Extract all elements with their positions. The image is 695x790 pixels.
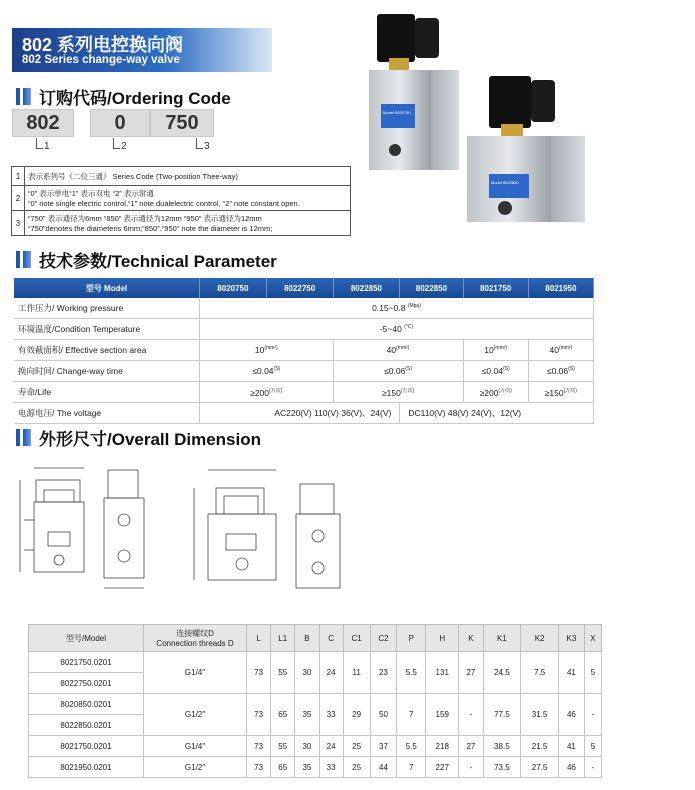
col-K1: K1 <box>483 625 521 652</box>
value-cell: 21.5 <box>521 736 559 757</box>
value: ≤0.04 <box>252 366 274 376</box>
tech-table <box>14 278 594 424</box>
unit: (mm²) <box>264 345 278 352</box>
value-cell: 7 <box>397 757 426 778</box>
value-cell: 65 <box>271 757 295 778</box>
value-cell: 25 <box>343 757 370 778</box>
tech-label: 寿命/Life <box>14 382 200 403</box>
unit: (mm²) <box>396 345 410 352</box>
code-num-2: 2 <box>121 141 127 152</box>
table-row <box>29 736 602 757</box>
ordering-row <box>12 167 351 186</box>
tech-row-temp <box>14 319 594 340</box>
dimension-table <box>28 624 602 778</box>
model-col: 8022850 <box>400 278 463 298</box>
col-X: X <box>584 625 601 652</box>
thread-cell: G1/2″ <box>144 694 247 736</box>
value-cell: - <box>459 694 483 736</box>
col-thread-cn: 连接螺纹D <box>176 629 214 638</box>
value-cell: 131 <box>426 652 459 694</box>
value-cell: 227 <box>426 757 459 778</box>
value-cell: 44 <box>370 757 397 778</box>
model-cell: 8021950.0201 <box>29 757 144 778</box>
tech-row-life <box>14 382 594 403</box>
col-K: K <box>459 625 483 652</box>
value-cell: 35 <box>295 757 319 778</box>
thread-cell: G1/4″ <box>144 736 247 757</box>
ordering-heading-text: 订购代码/Ordering Code <box>39 89 231 108</box>
value-cell: 159 <box>426 694 459 736</box>
value-cell: - <box>584 757 601 778</box>
value-cell: 5 <box>584 652 601 694</box>
unit: (S) <box>273 366 281 373</box>
ordering-desc: 表示系列号（二位三通） Series Code (Two-position Thee-way) <box>25 167 351 186</box>
voltage-dc: DC110(V) 48(V) 24(V)、12(V) <box>400 403 594 424</box>
value-cell: 73 <box>247 694 271 736</box>
value-cell: 27 <box>459 736 483 757</box>
value-cell: 218 <box>426 736 459 757</box>
value-cell: 11 <box>343 652 370 694</box>
value-cell: 41 <box>558 736 584 757</box>
drawing-b-side <box>296 484 340 588</box>
value-cell: 31.5 <box>521 694 559 736</box>
value-cell: 46 <box>558 694 584 736</box>
value-cell: 23 <box>370 652 397 694</box>
temp-value: -5~40 <box>379 324 402 334</box>
value-cell: 73 <box>247 757 271 778</box>
value: ≥150 <box>544 387 564 398</box>
model-col: 8021950 <box>528 278 593 298</box>
value: ≥150 <box>381 387 401 398</box>
code-pointer-2 <box>113 138 120 149</box>
title-en: 802 Series change-way valve <box>22 54 180 66</box>
ordering-desc-en: “750”denotes the diameteris 6mm;“850”.“950” note the diameter is 12mm; <box>28 224 273 233</box>
value-cell: 65 <box>271 694 295 736</box>
value-cell: 29 <box>343 694 370 736</box>
unit: (万次) <box>400 387 415 394</box>
value-cell: 33 <box>319 694 343 736</box>
unit: (S) <box>502 366 510 373</box>
value-cell: 33 <box>319 757 343 778</box>
row-number: 2 <box>12 186 25 211</box>
col-L: L <box>247 625 271 652</box>
tech-label: 电源电压/ The voltage <box>14 403 200 424</box>
voltage-ac: AC220(V) 110(V) 36(V)、24(V) <box>200 403 400 424</box>
model-col: 8020750 <box>200 278 267 298</box>
unit: (mm²) <box>493 345 508 352</box>
value: 10 <box>484 345 494 355</box>
col-C2: C2 <box>370 625 397 652</box>
tech-label: 工作压力/ Working pressure <box>14 298 200 319</box>
ordering-desc-en: “0” note single electric control,“1” note dualelectric control, “2” note constant open. <box>28 199 300 208</box>
tech-label: 换向时间/ Change-way time <box>14 361 200 382</box>
value-cell: 30 <box>295 652 319 694</box>
code-pointer-1 <box>36 138 43 149</box>
col-model: 型号/Model <box>29 625 144 652</box>
value-cell: 7 <box>397 694 426 736</box>
col-K2: K2 <box>521 625 559 652</box>
ordering-heading <box>16 84 231 109</box>
valve-a <box>369 14 459 170</box>
unit: (Mpa) <box>407 303 421 310</box>
value-cell: 24 <box>319 652 343 694</box>
dimension-heading-text: 外形尺寸/Overall Dimension <box>39 430 261 449</box>
model-cell: 8022850.0201 <box>29 715 144 736</box>
tech-row-area <box>14 340 594 361</box>
code-box-series: 802 <box>12 109 74 137</box>
value-cell: 37 <box>370 736 397 757</box>
drawing-a-front <box>20 468 84 572</box>
code-num-1: 1 <box>44 141 50 152</box>
model-cell: 8022750.0201 <box>29 673 144 694</box>
model-col: 8022850 <box>333 278 400 298</box>
svg-text:Model 8020750: Model 8020750 <box>383 110 411 115</box>
value-cell: 73 <box>247 736 271 757</box>
value: 10 <box>254 345 265 355</box>
value-cell: 24 <box>319 736 343 757</box>
value-cell: 73.5 <box>483 757 521 778</box>
value-cell: 38.5 <box>483 736 521 757</box>
col-B: B <box>295 625 319 652</box>
tech-heading-text: 技术参数/Technical Parameter <box>39 252 277 271</box>
model-cell: 8021750.0201 <box>29 652 144 673</box>
unit: (万次) <box>498 387 512 394</box>
tech-header-row <box>14 278 594 298</box>
title-banner <box>12 28 272 72</box>
value-cell: 24.5 <box>483 652 521 694</box>
unit: (℃) <box>404 324 414 331</box>
value: 40 <box>549 345 559 355</box>
tech-model-header: 型号 Model <box>14 278 200 298</box>
unit: (S) <box>405 366 412 373</box>
unit: (S) <box>568 366 575 373</box>
value-cell: - <box>584 694 601 736</box>
tech-row-voltage <box>14 403 594 424</box>
value: 40 <box>386 345 397 355</box>
table-row <box>29 757 602 778</box>
col-P: P <box>397 625 426 652</box>
table-row <box>29 652 602 673</box>
product-photo <box>355 8 655 240</box>
value-cell: 5.5 <box>397 736 426 757</box>
title-cn: 802 系列电控换向阀 <box>22 35 184 55</box>
value-cell: 5.5 <box>397 652 426 694</box>
col-C: C <box>319 625 343 652</box>
unit: (万次) <box>269 387 283 394</box>
value: ≥200 <box>479 387 499 398</box>
value: ≤0.04 <box>481 366 503 376</box>
drawing-a-side <box>104 470 144 588</box>
code-num-3: 3 <box>204 141 210 152</box>
value: ≤0.06 <box>384 366 406 376</box>
unit: (万次) <box>563 387 577 394</box>
value-cell: 50 <box>370 694 397 736</box>
ordering-table <box>11 166 351 236</box>
value-cell: 27 <box>459 652 483 694</box>
value-cell: 77.5 <box>483 694 521 736</box>
value: ≤0.06 <box>546 366 569 376</box>
value-cell: 7.5 <box>521 652 559 694</box>
value-cell: 55 <box>271 652 295 694</box>
model-cell: 8020850.0201 <box>29 694 144 715</box>
dimension-drawings <box>10 460 350 610</box>
svg-text:Model 8022850: Model 8022850 <box>491 180 519 185</box>
drawing-b-front <box>194 470 276 580</box>
ordering-row <box>12 211 351 236</box>
value-cell: 41 <box>558 652 584 694</box>
model-cell: 8021750.0201 <box>29 736 144 757</box>
model-col: 8021750 <box>463 278 528 298</box>
code-box-diameter: 750 <box>150 109 214 137</box>
value-cell: 55 <box>271 736 295 757</box>
value-cell: 73 <box>247 652 271 694</box>
table-row <box>29 694 602 715</box>
tech-heading <box>16 247 277 272</box>
value-cell: 27.5 <box>521 757 559 778</box>
dimension-heading <box>16 425 261 450</box>
pressure-value: 0.15~0.8 <box>372 303 406 313</box>
code-pointer-3 <box>196 138 203 149</box>
tech-row-time <box>14 361 594 382</box>
row-number: 3 <box>12 211 25 236</box>
value-cell: 46 <box>558 757 584 778</box>
col-K3: K3 <box>558 625 584 652</box>
col-C1: C1 <box>343 625 370 652</box>
col-L1: L1 <box>271 625 295 652</box>
value: ≥200 <box>250 387 270 398</box>
model-col: 8022750 <box>266 278 333 298</box>
col-thread-en: Connection threads D <box>156 639 234 648</box>
ordering-desc-cn: “0” 表示单电“1” 表示双电 “2” 表示常通 <box>28 189 154 198</box>
value-cell: 30 <box>295 736 319 757</box>
value-cell: 5 <box>584 736 601 757</box>
value-cell: 25 <box>343 736 370 757</box>
value-cell: - <box>459 757 483 778</box>
tech-row-pressure <box>14 298 594 319</box>
thread-cell: G1/4″ <box>144 652 247 694</box>
dimension-header-row <box>29 625 602 652</box>
tech-label: 有效截面积/ Effective section area <box>14 340 200 361</box>
thread-cell: G1/2″ <box>144 757 247 778</box>
value-cell: 35 <box>295 694 319 736</box>
ordering-row <box>12 186 351 211</box>
tech-label: 环境温度/Condition Temperature <box>14 319 200 340</box>
unit: (mm²) <box>558 345 573 352</box>
col-H: H <box>426 625 459 652</box>
ordering-desc-cn: “750” 表示通径为6mm “850” 表示通径为12mm “950” 表示通径为12mm <box>28 214 262 223</box>
code-box-control: 0 <box>90 109 150 137</box>
row-number: 1 <box>12 167 25 186</box>
valve-b <box>467 76 585 222</box>
